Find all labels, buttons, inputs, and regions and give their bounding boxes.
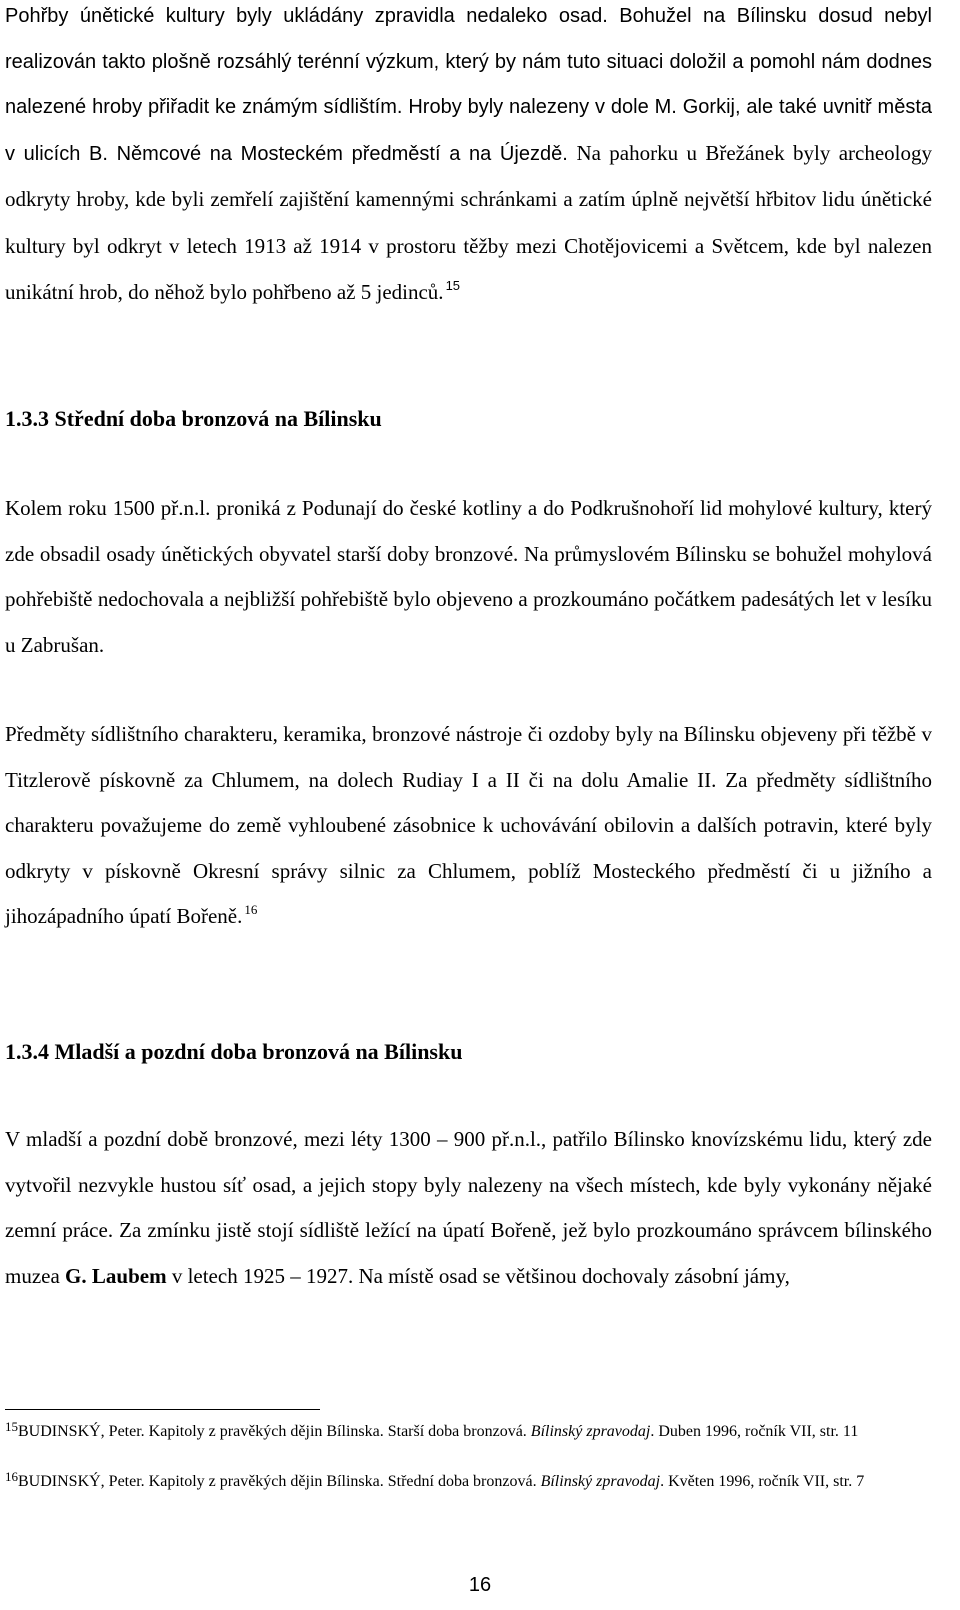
paragraph-settlement-finds: [5, 712, 932, 940]
paragraph-text: Předměty sídlištního charakteru, keramika, bronzové nástroje či ozdoby byly na Bílinsku objeveny při těžbě v Titzlerově pískovně za Chlumem, na dolech Rudiay I a II či na dolu Amalie II. Za předměty sídlištního charakteru považujeme do země vyhloubené zásobnice k uchovávání obilovin a dalších potravin, které byly odkryty v pískovně Okresní správy silnic za Chlumem, poblíž Mosteckého předměstí či u jižního a jihozápadního úpatí Bořeně.: [5, 722, 932, 928]
footnote-source: Bílinský zpravodaj: [530, 1423, 651, 1440]
footnote-number: 15: [5, 1419, 18, 1434]
footnote-text: BUDINSKÝ, Peter. Kapitoly z pravěkých dějin Bílinska. Střední doba bronzová.: [18, 1473, 541, 1490]
paragraph-text: V mladší a pozdní době bronzové, mezi léty 1300 – 900 př.n.l., patřilo Bílinsko knovízskému lidu, který zde vytvořil nezvykle hustou síť osad, a jejich stopy byly nalezeny na všech místech, kde byly vykonány nějaké zemní práce. Za zmínku jistě stojí sídliště ležící na úpatí Bořeně, jež bylo prozkoumáno správcem bílinského muzea: [5, 1127, 932, 1288]
footnote-number: 16: [5, 1469, 18, 1484]
paragraph-middle-bronze-age: Kolem roku 1500 př.n.l. proniká z Podunají do české kotliny a do Podkrušnohoří lid mohylové kultury, který zde obsadil osady únětických obyvatel starší doby bronzové. Na průmyslovém Bílinsku se bohužel mohylová pohřebiště nedochovala a nejbližší pohřebiště bylo objeveno a prozkoumáno počátkem padesátých let v lesíku u Zabrušan.: [5, 496, 932, 657]
footnote-tail: . Květen 1996, ročník VII, str. 7: [660, 1473, 865, 1490]
footnote-separator: [5, 1409, 320, 1410]
footnote-source: Bílinský zpravodaj: [540, 1473, 661, 1490]
paragraph-text-sans: Pohřby únětické kultury byly ukládány zpravidla nedaleko osad. Bohužel na Bílinsku dosud nebyl realizován takto plošně rozsáhlý terénní výzkum, který by nám tuto situaci doložil a pomohl nám dodnes nalezené hroby přiřadit ke známým sídlištím. Hroby byly nalezeny v dole M. Gorkij, ale také uvnitř města v ulicích B. Němcové na Mosteckém předměstí a na Újezdě.: [5, 5, 932, 165]
section-heading-1-3-4: 1.3.4 Mladší a pozdní doba bronzová na Bílinsku: [5, 1039, 463, 1064]
footnote-tail: . Duben 1996, ročník VII, str. 11: [650, 1423, 859, 1440]
page-number: 16: [468, 1574, 492, 1596]
paragraph-text-serif: Na pahorku u Břežánek byly archeology odkryty hroby, kde byli zemřelí zajištění kamennými schránkami a zatím úplně největší hřbitov lidu únětické kultury byl odkryt v letech 1913 až 1914 v prostoru těžby mezi Chotějovicemi a Světcem, kde byl nalezen unikátní hrob, do něhož bylo pohřbeno až 5 jedinců.: [5, 140, 932, 304]
paragraph-unetice-burials: [5, 0, 932, 317]
paragraph-late-bronze-age: [5, 1117, 932, 1299]
footnote-text: BUDINSKÝ, Peter. Kapitoly z pravěkých dějin Bílinska. Starší doba bronzová.: [18, 1423, 531, 1440]
footnote-reference-16[interactable]: 16: [244, 902, 258, 917]
footnote-reference-15[interactable]: 15: [445, 278, 461, 293]
person-name-bold: G. Laubem: [65, 1263, 167, 1288]
section-heading-1-3-3: 1.3.3 Střední doba bronzová na Bílinsku: [5, 406, 382, 431]
footnote-16: [5, 1470, 935, 1494]
paragraph-text-end: v letech 1925 – 1927. Na místě osad se většinou dochovaly zásobní jámy,: [171, 1263, 790, 1288]
footnote-15: [5, 1420, 935, 1444]
